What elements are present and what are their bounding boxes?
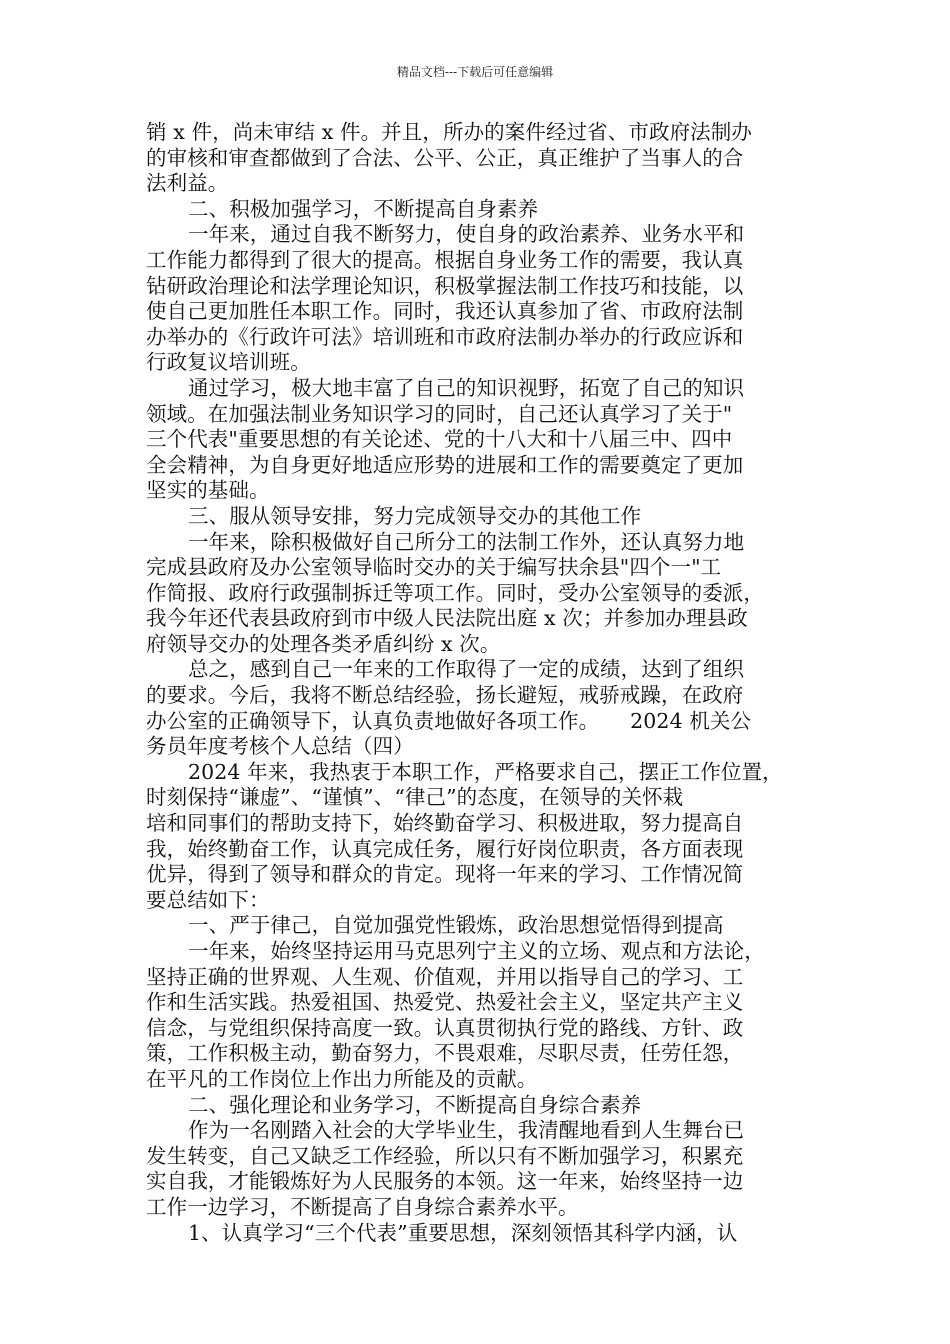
text-line: 坚持正确的世界观、人生观、价值观，并用以指导自己的学习、工: [146, 964, 744, 989]
document-body: [146, 120, 826, 1246]
text-line: 全会精神，为自身更好地适应形势的进展和工作的需要奠定了更加: [146, 452, 744, 477]
text-line: 一年来，除积极做好自己所分工的法制工作外，还认真努力地: [188, 529, 745, 554]
text-line: 我今年还代表县政府到市中级人民法院出庭 x 次；并参加办理县政: [146, 606, 748, 631]
text-line: 法利益。: [146, 171, 229, 196]
text-line: 领域。在加强法制业务知识学习的同时，自己还认真学习了关于": [146, 401, 733, 426]
text-line: 工作一边学习，不断提高了自身综合素养水平。: [146, 1194, 579, 1219]
text-line: 作简报、政府行政强制拆迁等项工作。同时，受办公室领导的委派，: [146, 580, 764, 605]
text-line: 作为一名刚踏入社会的大学毕业生，我清醒地看到人生舞台已: [188, 1118, 745, 1143]
text-line: 办举办的《行政许可法》培训班和市政府法制办举办的行政应诉和: [146, 324, 744, 349]
text-line: 通过学习，极大地丰富了自己的知识视野，拓宽了自己的知识: [188, 375, 745, 400]
text-line: 钻研政治理论和法学理论知识，积极掌握法制工作技巧和技能，以: [146, 273, 744, 298]
text-line: 2024 年来，我热衷于本职工作，严格要求自己，摆正工作位置，: [188, 759, 783, 784]
text-line: 在平凡的工作岗位上作出力所能及的贡献。: [146, 1066, 538, 1091]
text-line: 工作能力都得到了很大的提高。根据自身业务工作的需要，我认真: [146, 247, 744, 272]
page-header: 精品文档---下载后可任意编辑: [396, 65, 554, 79]
text-line: 三个代表"重要思想的有关论述、党的十八大和十八届三中、四中: [146, 427, 733, 452]
text-line: 务员年度考核个人总结（四）: [146, 734, 414, 759]
text-line: 行政复议培训班。: [146, 350, 311, 375]
text-line: 总之，感到自己一年来的工作取得了一定的成绩，达到了组织: [188, 657, 745, 682]
text-line: 二、强化理论和业务学习，不断提高自身综合素养: [188, 1092, 642, 1117]
text-line: 的要求。今后，我将不断总结经验，扬长避短，戒骄戒躁，在政府: [146, 683, 744, 708]
text-line: 三、服从领导安排，努力完成领导交办的其他工作: [188, 503, 642, 528]
text-line: 作和生活实践。热爱祖国、热爱党、热爱社会主义，坚定共产主义: [146, 990, 744, 1015]
text-line: 销 x 件，尚未审结 x 件。并且，所办的案件经过省、市政府法制办: [146, 120, 752, 144]
text-line: 府领导交办的处理各类矛盾纠纷 x 次。: [146, 631, 501, 656]
text-line: 完成县政府及办公室领导临时交办的关于编写扶余县"四个一"工: [146, 555, 722, 580]
text-line: 一年来，通过自我不断努力，使自身的政治素养、业务水平和: [188, 222, 745, 247]
text-line: 时刻保持“谦虚”、“谨慎”、“律己”的态度，在领导的关怀栽: [146, 785, 684, 810]
text-line: 一年来，始终坚持运用马克思列宁主义的立场、观点和方法论，: [188, 939, 765, 963]
text-line: 1、认真学习“三个代表”重要思想，深刻领悟其科学内涵，认: [188, 1220, 738, 1245]
text-line: 实自我，才能锻炼好为人民服务的本领。这一年来，始终坚持一边: [146, 1169, 744, 1194]
text-line: 策，工作积极主动，勤奋努力，不畏艰难，尽职尽责，任劳任怨，: [146, 1041, 744, 1066]
text-line: 一、严于律己，自觉加强党性锻炼，政治思想觉悟得到提高: [188, 913, 724, 938]
text-line: 的审核和审查都做到了合法、公平、公正，真正维护了当事人的合: [146, 145, 744, 170]
text-line: 二、积极加强学习，不断提高自身素养: [188, 196, 539, 221]
text-line: 办公室的正确领导下，认真负责地做好各项工作。 2024 机关公: [146, 708, 752, 733]
text-line: 发生转变，自己又缺乏工作经验，所以只有不断加强学习，积累充: [146, 1143, 744, 1168]
text-line: 要总结如下：: [146, 887, 270, 912]
text-line: 使自己更加胜任本职工作。同时，我还认真参加了省、市政府法制: [146, 299, 744, 324]
text-line: 坚实的基础。: [146, 478, 270, 503]
text-line: 我，始终勤奋工作，认真完成任务，履行好岗位职责，各方面表现: [146, 836, 744, 861]
text-line: 信念，与党组织保持高度一致。认真贯彻执行党的路线、方针、政: [146, 1015, 744, 1040]
text-line: 优异，得到了领导和群众的肯定。现将一年来的学习、工作情况简: [146, 862, 744, 887]
text-line: 培和同事们的帮助支持下，始终勤奋学习、积极进取，努力提高自: [146, 811, 744, 836]
